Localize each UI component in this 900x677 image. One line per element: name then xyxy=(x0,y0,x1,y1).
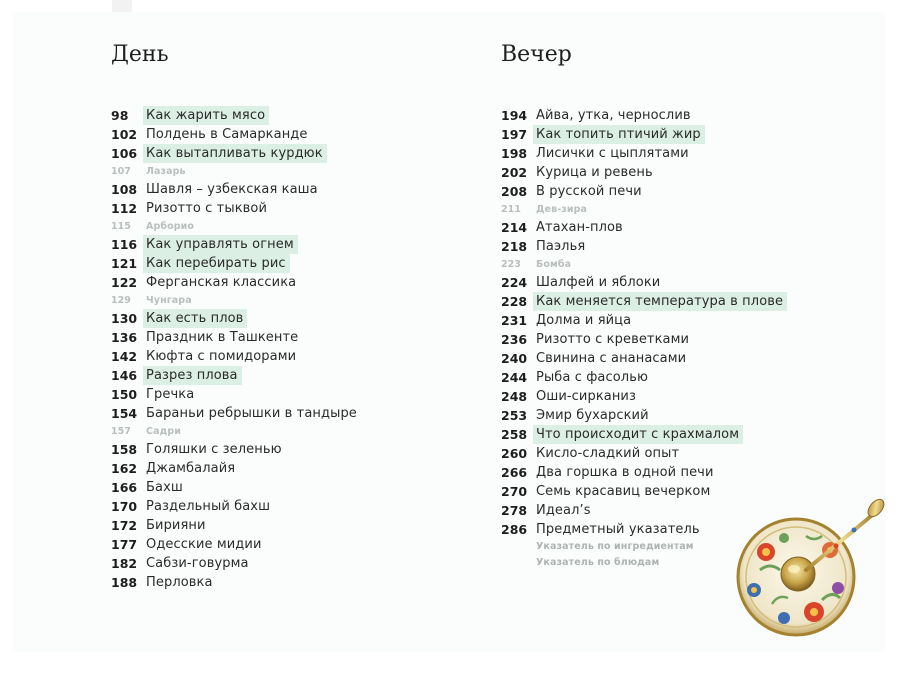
entry-title: Ризотто с креветками xyxy=(536,332,690,347)
entry-title: Курица и ревень xyxy=(536,165,653,180)
page-number: 198 xyxy=(501,146,528,161)
page-number: 188 xyxy=(111,575,138,590)
page-number: 98 xyxy=(111,108,129,123)
page-number: 260 xyxy=(501,446,528,461)
entry-title: Лазарь xyxy=(146,166,186,177)
entry-title: Чунгара xyxy=(146,295,192,306)
entry-title: Рыба с фасолью xyxy=(536,370,648,385)
highlighted-entry-title: Как есть плов xyxy=(143,309,247,328)
page-number: 228 xyxy=(501,294,528,309)
entry-title: Кисло-сладкий опыт xyxy=(536,446,680,461)
highlighted-entry-title: Как перебирать рис xyxy=(143,254,290,273)
page-number: 150 xyxy=(111,387,138,402)
entry-title: Бирияни xyxy=(146,518,206,533)
entry-title: Дев-зира xyxy=(536,204,588,215)
page-number: 236 xyxy=(501,332,528,347)
page-number: 136 xyxy=(111,330,138,345)
highlighted-entry-title: Как топить птичий жир xyxy=(533,125,705,144)
entry-title: Шавля – узбекская каша xyxy=(146,182,318,197)
page-number: 258 xyxy=(501,427,528,442)
entry-title: Два горшка в одной печи xyxy=(536,465,714,480)
entry-title: Шалфей и яблоки xyxy=(536,275,661,290)
bowl-center-cup xyxy=(781,557,815,591)
page-number: 211 xyxy=(501,204,521,215)
highlighted-entry-title: Как вытапливать курдюк xyxy=(143,144,327,163)
entry-title: Джамбалайя xyxy=(146,461,236,476)
entry-title: Семь красавиц вечерком xyxy=(536,484,711,499)
entry-title: Ризотто с тыквой xyxy=(146,201,268,216)
page-number: 162 xyxy=(111,461,138,476)
page-number: 142 xyxy=(111,349,138,364)
page-number: 154 xyxy=(111,406,138,421)
entry-title: Указатель по блюдам xyxy=(536,557,660,568)
entry-title: Лисички с цыплятами xyxy=(536,146,689,161)
page-number: 248 xyxy=(501,389,528,404)
page-number: 214 xyxy=(501,220,528,235)
page-number: 244 xyxy=(501,370,528,385)
entry-title: Свинина с ананасами xyxy=(536,351,687,366)
entry-title: Бараньи ребрышки в тандыре xyxy=(146,406,357,421)
page-number: 208 xyxy=(501,184,528,199)
entry-title: Одесские мидии xyxy=(146,537,262,552)
entry-title: Бомба xyxy=(536,259,572,270)
page-number: 194 xyxy=(501,108,528,123)
highlighted-entry-title: Разрез плова xyxy=(143,366,242,385)
page-number: 107 xyxy=(111,166,131,177)
highlighted-entry-title: Как управлять огнем xyxy=(143,235,298,254)
entry-title: Раздельный бахш xyxy=(146,499,271,514)
page-number: 253 xyxy=(501,408,528,423)
entry-title: Предметный указатель xyxy=(536,522,700,537)
page-number: 182 xyxy=(111,556,138,571)
entry-title: Гречка xyxy=(146,387,195,402)
table-of-contents-page xyxy=(14,12,886,652)
section-heading-day: День xyxy=(111,42,169,67)
page-number: 129 xyxy=(111,295,131,306)
page-number: 240 xyxy=(501,351,528,366)
page-number: 115 xyxy=(111,221,131,232)
highlighted-entry-title: Что происходит с крахмалом xyxy=(533,425,743,444)
page-number: 130 xyxy=(111,311,138,326)
entry-title: Арборио xyxy=(146,221,194,232)
page-number: 102 xyxy=(111,127,138,142)
page-number: 286 xyxy=(501,522,528,537)
page-number: 166 xyxy=(111,480,138,495)
entry-title: Перловка xyxy=(146,575,213,590)
page-number: 224 xyxy=(501,275,528,290)
page-number: 157 xyxy=(111,426,131,437)
page-number: 106 xyxy=(111,146,138,161)
entry-title: Оши-сирканиз xyxy=(536,389,636,404)
entry-title: Садри xyxy=(146,426,182,437)
entry-title: Бахш xyxy=(146,480,183,495)
page-number: 218 xyxy=(501,239,528,254)
entry-title: Ферганская классика xyxy=(146,275,297,290)
page-number: 121 xyxy=(111,256,138,271)
page-number: 278 xyxy=(501,503,528,518)
highlighted-entry-title: Как жарить мясо xyxy=(143,106,269,125)
page-number: 177 xyxy=(111,537,138,552)
page-number: 122 xyxy=(111,275,138,290)
highlighted-entry-title: Как меняется температура в плове xyxy=(533,292,787,311)
entry-title: Паэлья xyxy=(536,239,586,254)
page-number: 146 xyxy=(111,368,138,383)
entry-title: Полдень в Самарканде xyxy=(146,127,308,142)
entry-title: Долма и яйца xyxy=(536,313,632,328)
entry-title: В русской печи xyxy=(536,184,642,199)
page-number: 116 xyxy=(111,237,138,252)
entry-title: Кюфта с помидорами xyxy=(146,349,297,364)
section-heading-evening: Вечер xyxy=(501,42,572,67)
entry-title: Атахан-плов xyxy=(536,220,623,235)
entry-title: Указатель по ингредиентам xyxy=(536,541,694,552)
entry-title: Сабзи-говурма xyxy=(146,556,249,571)
page-number: 266 xyxy=(501,465,528,480)
entry-title: Айва, утка, чернослив xyxy=(536,108,691,123)
entry-title: Праздник в Ташкенте xyxy=(146,330,299,345)
page-number: 172 xyxy=(111,518,138,533)
entry-title: Идеал’s xyxy=(536,503,591,518)
page-number: 108 xyxy=(111,182,138,197)
page-number: 158 xyxy=(111,442,138,457)
page-number: 202 xyxy=(501,165,528,180)
page-number: 270 xyxy=(501,484,528,499)
entry-title: Эмир бухарский xyxy=(536,408,649,423)
page-number: 112 xyxy=(111,201,138,216)
page-number: 170 xyxy=(111,499,138,514)
page-number: 197 xyxy=(501,127,528,142)
page-number: 223 xyxy=(501,259,521,270)
entry-title: Голяшки с зеленью xyxy=(146,442,282,457)
page-number: 231 xyxy=(501,313,528,328)
decorated-bowl-illustration xyxy=(726,492,896,642)
